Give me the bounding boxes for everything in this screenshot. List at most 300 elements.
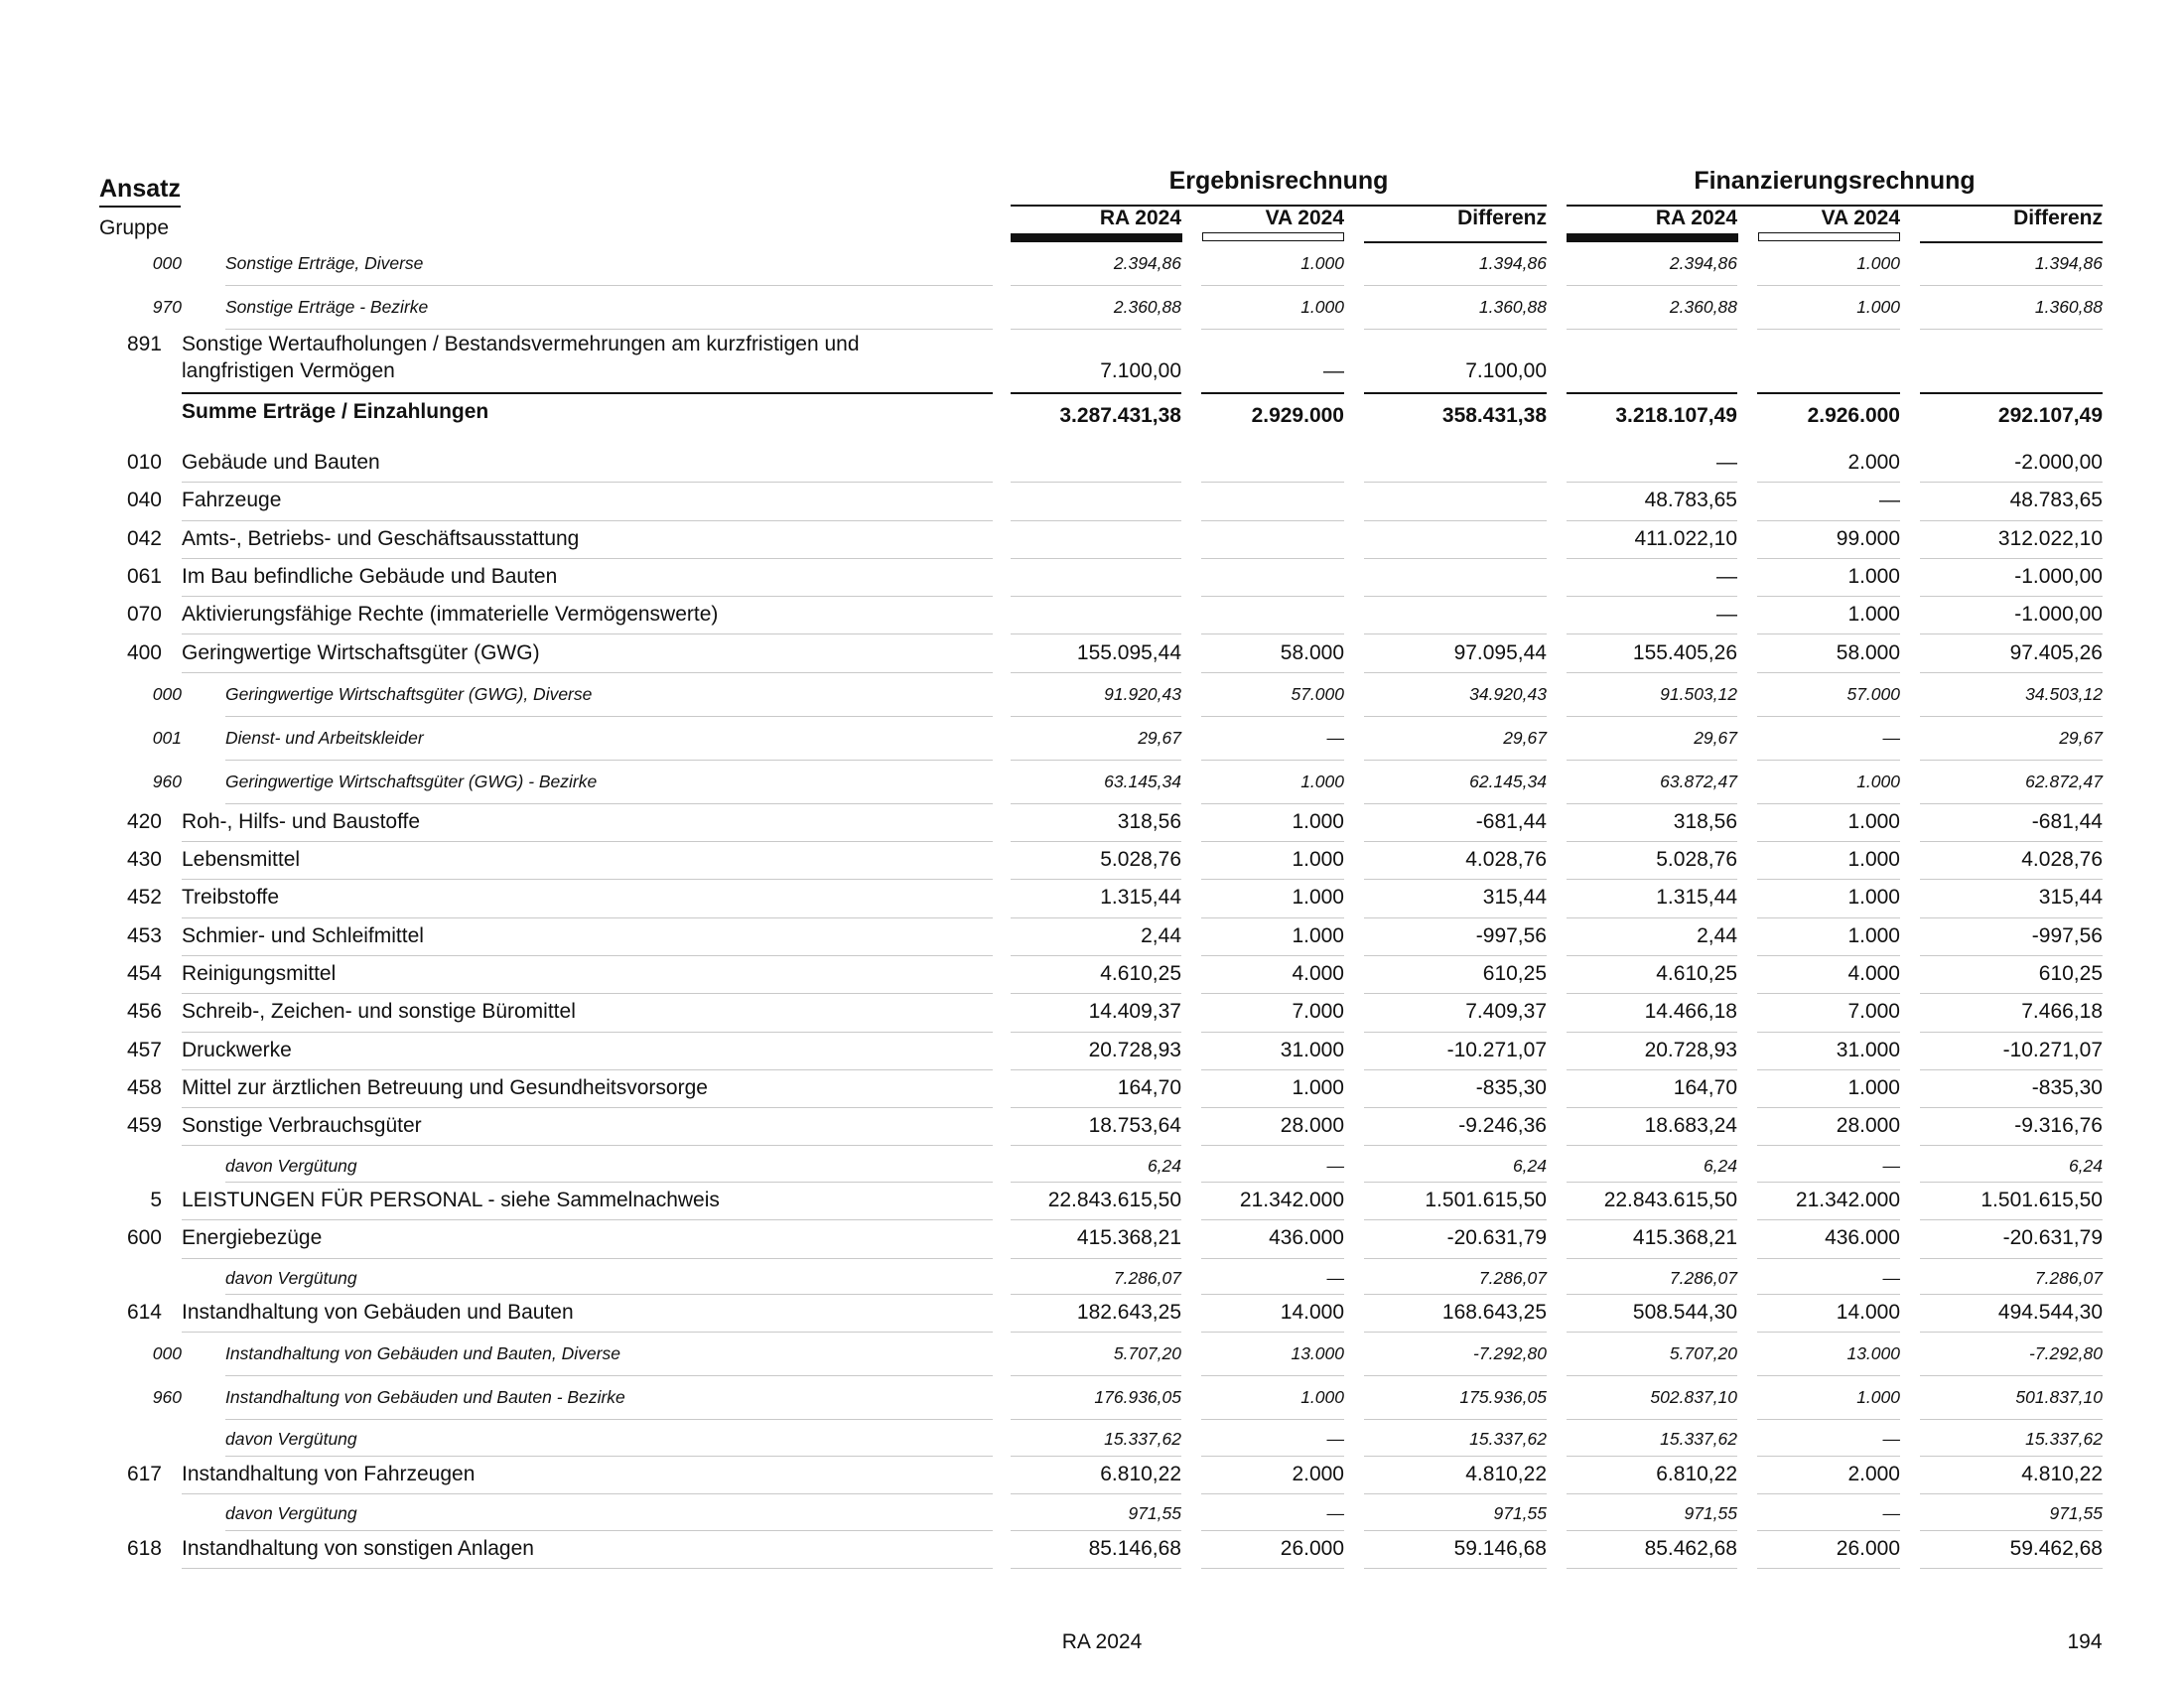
row-ansatz-number: 614 bbox=[126, 1301, 162, 1325]
cell-divider bbox=[1920, 633, 2103, 634]
cell-divider bbox=[1011, 1219, 1181, 1220]
table-row bbox=[0, 718, 2184, 762]
cell-divider bbox=[1567, 1182, 1737, 1183]
cell-divider bbox=[1201, 917, 1344, 918]
cell-divider bbox=[1201, 841, 1344, 842]
table-row bbox=[0, 484, 2184, 521]
cell-divider bbox=[1757, 329, 1900, 330]
row-value-col-4: 22.843.615,50 bbox=[1603, 1189, 1737, 1211]
cell-divider bbox=[1567, 1568, 1737, 1569]
row-value-col-4: 20.728,93 bbox=[1644, 1038, 1737, 1061]
row-value-col-6: 610,25 bbox=[2038, 962, 2103, 985]
row-value-col-3: 168.643,25 bbox=[1441, 1301, 1547, 1325]
row-value-col-1: 6.810,22 bbox=[1100, 1462, 1181, 1485]
cell-divider bbox=[1757, 917, 1900, 918]
cell-divider bbox=[1364, 1219, 1547, 1220]
row-label: Energiebezüge bbox=[182, 1226, 323, 1250]
cell-divider bbox=[1757, 1294, 1900, 1295]
row-value-col-5: 7.000 bbox=[1847, 1000, 1900, 1024]
row-value-col-4: — bbox=[1716, 603, 1737, 627]
row-label: davon Vergütung bbox=[225, 1267, 357, 1288]
cell-divider bbox=[1011, 1419, 1181, 1420]
cell-divider bbox=[1201, 879, 1344, 880]
cell-divider bbox=[1364, 760, 1547, 761]
cell-divider bbox=[1920, 329, 2103, 330]
row-value-col-6: -9.316,76 bbox=[2014, 1114, 2103, 1138]
table-row bbox=[0, 446, 2184, 484]
row-divider bbox=[225, 1456, 993, 1457]
row-ansatz-number: 600 bbox=[126, 1226, 162, 1250]
row-value-col-2: 26.000 bbox=[1280, 1536, 1344, 1560]
cell-divider bbox=[1364, 596, 1547, 597]
col-er-diff: Differenz bbox=[1457, 207, 1547, 229]
row-label: Amts-, Betriebs- und Geschäftsausstattung bbox=[182, 526, 580, 550]
row-value-col-1: 18.753,64 bbox=[1088, 1114, 1181, 1138]
row-ansatz-number: 891 bbox=[126, 333, 162, 355]
cell-divider bbox=[1011, 482, 1181, 483]
table-row bbox=[0, 674, 2184, 718]
row-divider bbox=[182, 841, 993, 842]
row-value-col-6: 34.503,12 bbox=[2025, 683, 2103, 704]
cell-divider bbox=[1920, 1258, 2103, 1259]
row-value-col-2: 1.000 bbox=[1292, 809, 1344, 833]
cell-divider bbox=[1920, 520, 2103, 521]
cell-divider bbox=[1201, 329, 1344, 330]
row-value-col-4: 91.503,12 bbox=[1660, 683, 1737, 704]
cell-divider bbox=[1011, 285, 1181, 286]
row-divider bbox=[182, 955, 993, 956]
row-value-col-6: 97.405,26 bbox=[2009, 640, 2103, 664]
cell-divider bbox=[1920, 672, 2103, 673]
row-value-col-5: 14.000 bbox=[1836, 1301, 1900, 1325]
row-value-col-3: 97.095,44 bbox=[1453, 640, 1547, 664]
row-value-col-5: 1.000 bbox=[1856, 771, 1900, 791]
row-ansatz-number: 430 bbox=[126, 848, 162, 872]
cell-divider bbox=[1201, 1032, 1344, 1033]
cell-divider bbox=[1920, 1182, 2103, 1183]
cell-divider bbox=[1364, 803, 1547, 804]
row-value-col-2: 1.000 bbox=[1292, 923, 1344, 947]
cell-divider bbox=[1364, 1032, 1547, 1033]
cell-divider bbox=[1920, 482, 2103, 483]
row-divider bbox=[182, 1145, 993, 1146]
row-label: Instandhaltung von Gebäuden und Bauten, Diverse bbox=[225, 1343, 620, 1364]
cell-divider bbox=[1201, 1493, 1344, 1494]
cell-divider bbox=[1757, 1456, 1900, 1457]
cell-divider bbox=[1757, 1069, 1900, 1070]
table-row bbox=[0, 1458, 2184, 1495]
row-label: Geringwertige Wirtschaftsgüter (GWG), Diverse bbox=[225, 683, 593, 704]
row-value-col-6: 7.286,07 bbox=[2034, 1267, 2103, 1288]
cell-divider bbox=[1567, 633, 1737, 634]
row-value-col-4: 48.783,65 bbox=[1644, 489, 1737, 512]
row-value-col-1: 415.368,21 bbox=[1076, 1226, 1181, 1250]
row-value-col-5: 58.000 bbox=[1836, 640, 1900, 664]
row-divider bbox=[182, 1219, 993, 1220]
cell-divider bbox=[1011, 1375, 1181, 1376]
row-value-col-1: 3.287.431,38 bbox=[1059, 404, 1181, 427]
row-label: Lebensmittel bbox=[182, 848, 301, 872]
row-label: LEISTUNGEN FÜR PERSONAL - siehe Sammelnachweis bbox=[182, 1189, 720, 1211]
cell-divider bbox=[1757, 716, 1900, 717]
cell-divider bbox=[1757, 803, 1900, 804]
cell-divider bbox=[1201, 1456, 1344, 1457]
row-ansatz-number: 000 bbox=[152, 683, 182, 704]
cell-divider bbox=[1920, 955, 2103, 956]
cell-divider bbox=[1920, 1493, 2103, 1494]
row-value-col-4: 502.837,10 bbox=[1650, 1387, 1737, 1408]
cell-divider bbox=[1011, 803, 1181, 804]
cell-divider bbox=[1011, 716, 1181, 717]
cell-divider bbox=[1201, 716, 1344, 717]
row-label: Gebäude und Bauten bbox=[182, 451, 380, 474]
row-divider bbox=[225, 760, 993, 761]
row-divider bbox=[182, 1493, 993, 1494]
row-value-col-2: — bbox=[1323, 359, 1344, 382]
row-value-col-4: — bbox=[1716, 451, 1737, 474]
row-divider bbox=[182, 993, 993, 994]
cell-divider bbox=[1201, 558, 1344, 559]
row-divider bbox=[182, 672, 993, 673]
row-value-col-6: -7.292,80 bbox=[2029, 1343, 2103, 1364]
cell-divider bbox=[1364, 955, 1547, 956]
cell-divider bbox=[1757, 1530, 1900, 1531]
cell-divider bbox=[1920, 841, 2103, 842]
row-ansatz-number: 400 bbox=[126, 640, 162, 664]
row-value-col-3: 1.394,86 bbox=[1478, 253, 1547, 273]
row-value-col-5: 31.000 bbox=[1836, 1038, 1900, 1061]
table-row bbox=[0, 843, 2184, 881]
row-value-col-6: 312.022,10 bbox=[1997, 526, 2103, 550]
finanzierungsrechnung-heading: Finanzierungsrechnung bbox=[1694, 167, 1976, 195]
table-row bbox=[0, 762, 2184, 805]
row-value-col-5: 1.000 bbox=[1856, 297, 1900, 317]
row-value-col-2: 21.342.000 bbox=[1239, 1189, 1344, 1211]
cell-divider bbox=[1364, 841, 1547, 842]
row-value-col-2: 31.000 bbox=[1280, 1038, 1344, 1061]
row-label: Reinigungsmittel bbox=[182, 962, 337, 985]
row-label: Mittel zur ärztlichen Betreuung und Gesundheitsvorsorge bbox=[182, 1075, 708, 1099]
col-fr-va: VA 2024 bbox=[1821, 207, 1900, 229]
row-value-col-5: — bbox=[1882, 1155, 1900, 1176]
row-ansatz-number: 420 bbox=[126, 809, 162, 833]
cell-divider bbox=[1567, 993, 1737, 994]
row-value-col-2: 57.000 bbox=[1291, 683, 1344, 704]
cell-divider bbox=[1567, 716, 1737, 717]
cell-divider bbox=[1757, 520, 1900, 521]
cell-divider bbox=[1920, 917, 2103, 918]
row-divider bbox=[182, 520, 993, 521]
row-value-col-2: 1.000 bbox=[1292, 848, 1344, 872]
row-value-col-1: 6,24 bbox=[1147, 1155, 1181, 1176]
cell-divider bbox=[1011, 917, 1181, 918]
table-row bbox=[0, 636, 2184, 674]
table-row bbox=[0, 957, 2184, 995]
col-er-ra: RA 2024 bbox=[1099, 207, 1181, 229]
row-label: Instandhaltung von Gebäuden und Bauten - Bezirke bbox=[225, 1387, 625, 1408]
row-value-col-1: 7.100,00 bbox=[1100, 359, 1181, 382]
table-row bbox=[0, 881, 2184, 918]
cell-divider bbox=[1364, 1375, 1547, 1376]
cell-divider bbox=[1757, 1375, 1900, 1376]
cell-divider bbox=[1364, 1419, 1547, 1420]
cell-divider bbox=[1011, 596, 1181, 597]
cell-divider bbox=[1364, 1294, 1547, 1295]
page-number: 194 bbox=[2067, 1630, 2103, 1653]
cell-divider bbox=[1567, 879, 1737, 880]
cell-divider bbox=[1364, 1258, 1547, 1259]
row-divider bbox=[182, 633, 993, 634]
cell-divider bbox=[1011, 1258, 1181, 1259]
row-label: Treibstoffe bbox=[182, 886, 280, 910]
row-value-col-2: 58.000 bbox=[1280, 640, 1344, 664]
table-row bbox=[0, 1184, 2184, 1221]
cell-divider bbox=[1201, 633, 1344, 634]
cell-divider bbox=[1364, 633, 1547, 634]
cell-divider bbox=[1011, 1294, 1181, 1295]
row-value-col-2: 1.000 bbox=[1300, 297, 1344, 317]
cell-divider bbox=[1567, 917, 1737, 918]
row-value-col-2: 1.000 bbox=[1300, 1387, 1344, 1408]
row-value-col-3: 62.145,34 bbox=[1469, 771, 1547, 791]
cell-divider bbox=[1920, 1419, 2103, 1420]
row-value-col-3: 315,44 bbox=[1482, 886, 1547, 910]
row-label: Sonstige Wertaufholungen / Bestandsvermehrungen am kurzfristigen und bbox=[182, 333, 860, 355]
row-value-col-2: 13.000 bbox=[1291, 1343, 1344, 1364]
table-row bbox=[0, 1071, 2184, 1109]
cell-divider bbox=[1201, 993, 1344, 994]
row-divider bbox=[225, 329, 993, 330]
row-value-col-5: — bbox=[1882, 1267, 1900, 1288]
row-value-col-6: 29,67 bbox=[2059, 727, 2103, 748]
row-label: Instandhaltung von sonstigen Anlagen bbox=[182, 1536, 534, 1560]
row-value-col-6: 292.107,49 bbox=[1997, 404, 2103, 427]
cell-divider bbox=[1920, 879, 2103, 880]
row-ansatz-number: 000 bbox=[152, 1343, 182, 1364]
cell-divider bbox=[1920, 1332, 2103, 1333]
cell-divider bbox=[1364, 1182, 1547, 1183]
row-label: Druckwerke bbox=[182, 1038, 292, 1061]
row-value-col-1: 176.936,05 bbox=[1094, 1387, 1181, 1408]
row-value-col-3: 610,25 bbox=[1482, 962, 1547, 985]
row-value-col-3: -7.292,80 bbox=[1473, 1343, 1547, 1364]
table-row bbox=[0, 1148, 2184, 1185]
cell-divider bbox=[1201, 760, 1344, 761]
row-ansatz-number: 010 bbox=[126, 451, 162, 474]
row-value-col-4: 318,56 bbox=[1673, 809, 1737, 833]
cell-divider bbox=[1364, 879, 1547, 880]
row-value-col-2: 436.000 bbox=[1269, 1226, 1344, 1250]
cell-divider bbox=[1920, 1032, 2103, 1033]
row-label: Geringwertige Wirtschaftsgüter (GWG) bbox=[182, 640, 540, 664]
cell-divider bbox=[1364, 1493, 1547, 1494]
row-label: davon Vergütung bbox=[225, 1503, 357, 1524]
row-value-col-2: — bbox=[1326, 1155, 1344, 1176]
row-ansatz-number: 000 bbox=[152, 253, 182, 273]
cell-divider bbox=[1011, 1568, 1181, 1569]
row-ansatz-number: 040 bbox=[126, 489, 162, 512]
cell-divider bbox=[1567, 520, 1737, 521]
row-value-col-6: -1.000,00 bbox=[2014, 564, 2103, 588]
cell-divider bbox=[1920, 1456, 2103, 1457]
row-value-col-2: — bbox=[1326, 1267, 1344, 1288]
row-ansatz-number: 061 bbox=[126, 564, 162, 588]
row-value-col-6: 1.394,86 bbox=[2034, 253, 2103, 273]
row-ansatz-number: 454 bbox=[126, 962, 162, 985]
row-value-col-4: 1.315,44 bbox=[1656, 886, 1737, 910]
row-value-col-1: 182.643,25 bbox=[1076, 1301, 1181, 1325]
row-ansatz-number: 618 bbox=[126, 1536, 162, 1560]
table-row bbox=[0, 1109, 2184, 1147]
row-value-col-5: 2.926.000 bbox=[1807, 404, 1900, 427]
row-divider bbox=[225, 285, 993, 286]
row-value-col-6: 501.837,10 bbox=[2015, 1387, 2103, 1408]
cell-divider bbox=[1920, 1219, 2103, 1220]
cell-divider bbox=[1011, 1182, 1181, 1183]
row-value-col-3: 29,67 bbox=[1503, 727, 1547, 748]
row-label: Sonstige Verbrauchsgüter bbox=[182, 1114, 422, 1138]
cell-divider bbox=[1201, 1530, 1344, 1531]
table-row bbox=[0, 522, 2184, 560]
cell-divider bbox=[1920, 285, 2103, 286]
row-value-col-3: 971,55 bbox=[1493, 1503, 1547, 1524]
row-value-col-3: 1.501.615,50 bbox=[1425, 1189, 1547, 1211]
table-row bbox=[0, 1260, 2184, 1297]
row-label: Schmier- und Schleifmittel bbox=[182, 923, 424, 947]
row-label: Roh-, Hilfs- und Baustoffe bbox=[182, 809, 421, 833]
row-value-col-2: 1.000 bbox=[1292, 886, 1344, 910]
cell-divider bbox=[1011, 1032, 1181, 1033]
cell-divider bbox=[1757, 760, 1900, 761]
row-divider bbox=[182, 879, 993, 880]
cell-divider bbox=[1567, 1419, 1737, 1420]
row-divider bbox=[225, 1375, 993, 1376]
col-fr-ra: RA 2024 bbox=[1655, 207, 1737, 229]
table-row bbox=[0, 1334, 2184, 1377]
table-row bbox=[0, 331, 2184, 394]
row-value-col-3: -9.246,36 bbox=[1458, 1114, 1547, 1138]
cell-divider bbox=[1920, 803, 2103, 804]
row-value-col-3: -997,56 bbox=[1475, 923, 1547, 947]
ergebnisrechnung-heading: Ergebnisrechnung bbox=[1168, 167, 1389, 195]
row-divider bbox=[225, 803, 993, 804]
row-label: Summe Erträge / Einzahlungen bbox=[182, 400, 489, 423]
cell-divider bbox=[1201, 955, 1344, 956]
row-value-col-6: 7.466,18 bbox=[2021, 1000, 2103, 1024]
cell-divider bbox=[1201, 285, 1344, 286]
row-value-col-3: 34.920,43 bbox=[1469, 683, 1547, 704]
row-value-col-4: 63.872,47 bbox=[1660, 771, 1737, 791]
cell-divider bbox=[1201, 1182, 1344, 1183]
row-value-col-2: — bbox=[1326, 727, 1344, 748]
cell-divider bbox=[1567, 1332, 1737, 1333]
table-row bbox=[0, 1421, 2184, 1458]
cell-divider bbox=[1567, 482, 1737, 483]
row-divider bbox=[182, 1332, 993, 1333]
table-row bbox=[0, 560, 2184, 598]
cell-divider bbox=[1201, 1219, 1344, 1220]
row-value-col-4: — bbox=[1716, 564, 1737, 588]
row-ansatz-number: 617 bbox=[126, 1462, 162, 1485]
table-row bbox=[0, 287, 2184, 331]
cell-divider bbox=[1757, 879, 1900, 880]
row-value-col-6: 15.337,62 bbox=[2025, 1429, 2103, 1450]
cell-divider bbox=[1567, 329, 1737, 330]
cell-divider bbox=[1201, 1107, 1344, 1108]
row-value-col-3: 7.409,37 bbox=[1465, 1000, 1547, 1024]
row-value-col-5: — bbox=[1879, 489, 1900, 512]
cell-divider bbox=[1757, 1145, 1900, 1146]
cell-divider bbox=[1364, 1145, 1547, 1146]
row-value-col-3: 7.286,07 bbox=[1478, 1267, 1547, 1288]
cell-divider bbox=[1567, 1294, 1737, 1295]
row-value-col-4: 4.610,25 bbox=[1656, 962, 1737, 985]
row-value-col-5: — bbox=[1882, 1503, 1900, 1524]
row-value-col-1: 7.286,07 bbox=[1113, 1267, 1181, 1288]
row-value-col-3: 4.028,76 bbox=[1465, 848, 1547, 872]
row-value-col-3: -681,44 bbox=[1475, 809, 1547, 833]
row-value-col-4: 6.810,22 bbox=[1656, 1462, 1737, 1485]
cell-divider bbox=[1011, 1456, 1181, 1457]
row-value-col-4: 2.394,86 bbox=[1669, 253, 1737, 273]
row-value-col-1: 164,70 bbox=[1117, 1075, 1181, 1099]
cell-divider bbox=[1011, 1493, 1181, 1494]
cell-divider bbox=[1201, 1145, 1344, 1146]
cell-divider bbox=[1011, 633, 1181, 634]
row-value-col-5: 1.000 bbox=[1847, 603, 1900, 627]
row-value-col-2: — bbox=[1326, 1429, 1344, 1450]
row-value-col-2: 1.000 bbox=[1300, 253, 1344, 273]
row-label-continued: langfristigen Vermögen bbox=[182, 359, 395, 382]
cell-divider bbox=[1757, 1493, 1900, 1494]
row-value-col-5: — bbox=[1882, 727, 1900, 748]
row-value-col-4: 155.405,26 bbox=[1632, 640, 1737, 664]
cell-divider bbox=[1011, 841, 1181, 842]
cell-divider bbox=[1567, 1258, 1737, 1259]
row-ansatz-number: 970 bbox=[152, 297, 182, 317]
row-value-col-6: 1.501.615,50 bbox=[1980, 1189, 2103, 1211]
table-row bbox=[0, 243, 2184, 287]
cell-divider bbox=[1201, 803, 1344, 804]
row-value-col-3: 358.431,38 bbox=[1441, 404, 1547, 427]
footer-title: RA 2024 bbox=[1061, 1630, 1143, 1653]
cell-divider bbox=[1757, 1568, 1900, 1569]
row-value-col-4: 85.462,68 bbox=[1644, 1536, 1737, 1560]
row-ansatz-number: 042 bbox=[126, 526, 162, 550]
row-value-col-6: 62.872,47 bbox=[2025, 771, 2103, 791]
row-value-col-1: 2,44 bbox=[1141, 923, 1181, 947]
row-value-col-5: 1.000 bbox=[1856, 1387, 1900, 1408]
cell-divider bbox=[1757, 993, 1900, 994]
row-value-col-1: 155.095,44 bbox=[1076, 640, 1181, 664]
cell-divider bbox=[1011, 558, 1181, 559]
cell-divider bbox=[1201, 672, 1344, 673]
row-ansatz-number: 453 bbox=[126, 923, 162, 947]
row-ansatz-number: 001 bbox=[152, 727, 182, 748]
row-divider bbox=[182, 1568, 993, 1569]
cell-divider bbox=[1567, 1375, 1737, 1376]
row-ansatz-number: 452 bbox=[126, 886, 162, 910]
row-value-col-4: 2.360,88 bbox=[1669, 297, 1737, 317]
row-value-col-5: 21.342.000 bbox=[1795, 1189, 1900, 1211]
row-value-col-3: 175.936,05 bbox=[1459, 1387, 1547, 1408]
row-label: Dienst- und Arbeitskleider bbox=[225, 727, 424, 748]
cell-divider bbox=[1011, 955, 1181, 956]
cell-divider bbox=[1567, 558, 1737, 559]
cell-divider bbox=[1757, 285, 1900, 286]
cell-divider bbox=[1567, 760, 1737, 761]
row-value-col-6: 494.544,30 bbox=[1997, 1301, 2103, 1325]
